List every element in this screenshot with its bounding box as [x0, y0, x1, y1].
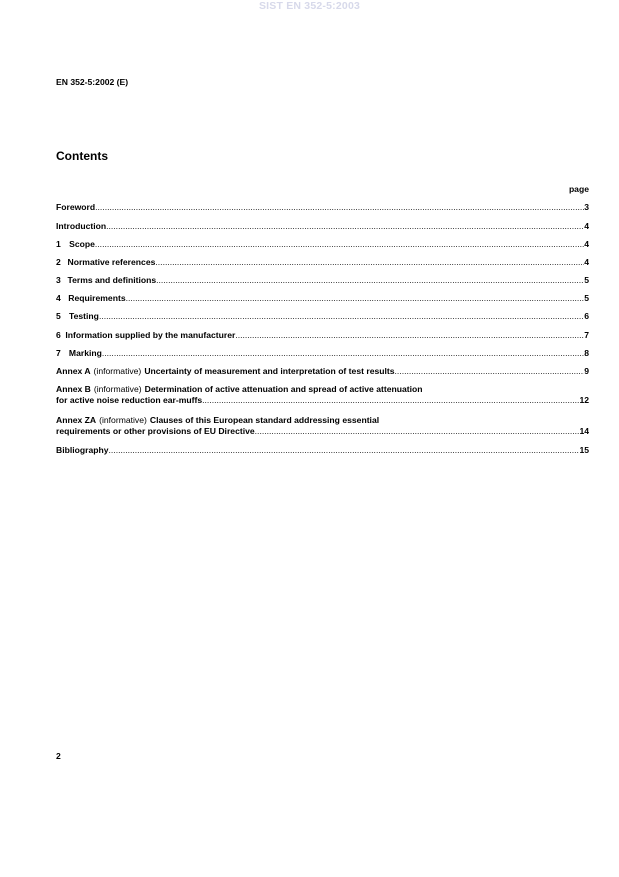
dot-leader [126, 293, 585, 304]
toc-entry-title: Uncertainty of measurement and interpretation of test results [144, 366, 395, 376]
toc-entry-title: Requirements [68, 293, 126, 303]
toc-entry-introduction[interactable] [56, 221, 589, 232]
toc-entry-title: Normative references [67, 257, 156, 267]
toc-entry-bibliography[interactable] [56, 445, 589, 456]
clause-number: 6 [56, 330, 61, 340]
clause-number: 4 [56, 293, 61, 303]
toc-entry-title: Marking [68, 348, 102, 358]
toc-page-number: 5 [584, 275, 589, 285]
toc-entry-requirements[interactable] [56, 293, 589, 304]
annex-kind: (informative) [99, 415, 147, 425]
annex-kind: (informative) [93, 384, 142, 394]
annex-label: Annex ZA [56, 415, 97, 425]
toc-page-number: 15 [579, 445, 589, 455]
dot-leader [156, 275, 584, 286]
toc-entry-annex-a[interactable] [56, 366, 589, 377]
toc-entry-foreword[interactable] [56, 202, 589, 213]
toc-page-number: 8 [584, 348, 589, 358]
toc-entry-title-line2: requirements or other provisions of EU Directive [56, 426, 255, 436]
dot-leader [95, 239, 584, 250]
dot-leader [255, 426, 580, 437]
toc-page-number: 12 [579, 395, 589, 405]
toc-entry-annex-za[interactable] [56, 415, 589, 437]
clause-number: 3 [56, 275, 61, 285]
toc-entry-terms-and-definitions[interactable] [56, 275, 589, 286]
clause-number: 2 [56, 257, 61, 267]
dot-leader [99, 311, 584, 322]
toc-entry-title-line2: for active noise reduction ear-muffs [56, 395, 203, 405]
dot-leader [155, 257, 584, 268]
clause-number: 7 [56, 348, 61, 358]
toc-entry-information-supplied[interactable] [56, 330, 589, 341]
toc-entry-title: Information supplied by the manufacturer [65, 330, 236, 340]
page-column-header: page [568, 184, 589, 194]
annex-label: Annex A [56, 366, 91, 376]
toc-entry-scope[interactable] [56, 239, 589, 250]
toc-entry-marking[interactable] [56, 348, 589, 359]
toc-page-number: 4 [584, 239, 589, 249]
dot-leader [202, 395, 579, 406]
footer-page-number: 2 [56, 751, 61, 761]
toc-page-number: 5 [584, 293, 589, 303]
toc-entry-title: Foreword [56, 202, 96, 212]
toc-entry-title: Introduction [56, 221, 107, 231]
dot-leader [95, 202, 584, 213]
toc-entry-testing[interactable] [56, 311, 589, 322]
dot-leader [106, 221, 584, 232]
annex-kind: (informative) [93, 366, 142, 376]
dot-leader [109, 445, 580, 456]
clause-number: 1 [56, 239, 61, 249]
contents-heading: Contents [56, 149, 108, 163]
toc-entry-annex-b[interactable] [56, 384, 589, 406]
document-identifier: EN 352-5:2002 (E) [56, 77, 129, 87]
watermark-text: SIST EN 352-5:2003 [258, 0, 361, 12]
toc-entry-title: Terms and definitions [67, 275, 157, 285]
dot-leader [395, 366, 585, 377]
toc-page-number: 4 [584, 221, 589, 231]
dot-leader [102, 348, 584, 359]
toc-entry-title: Scope [69, 239, 95, 249]
annex-label: Annex B [56, 384, 91, 394]
toc-entry-normative-references[interactable] [56, 257, 589, 268]
toc-page-number: 9 [584, 366, 589, 376]
toc-entry-title: Bibliography [56, 445, 109, 455]
toc-entry-title-line1: Clauses of this European standard addressing essential [149, 415, 380, 425]
dot-leader [235, 330, 584, 341]
toc-page-number: 14 [579, 426, 589, 436]
toc-entry-title-line1: Determination of active attenuation and spread of active attenuation [144, 384, 423, 394]
toc-page-number: 3 [584, 202, 589, 212]
toc-entry-title: Testing [69, 311, 99, 321]
clause-number: 5 [56, 311, 61, 321]
toc-page-number: 7 [584, 330, 589, 340]
toc-page-number: 6 [584, 311, 589, 321]
toc-page-number: 4 [584, 257, 589, 267]
